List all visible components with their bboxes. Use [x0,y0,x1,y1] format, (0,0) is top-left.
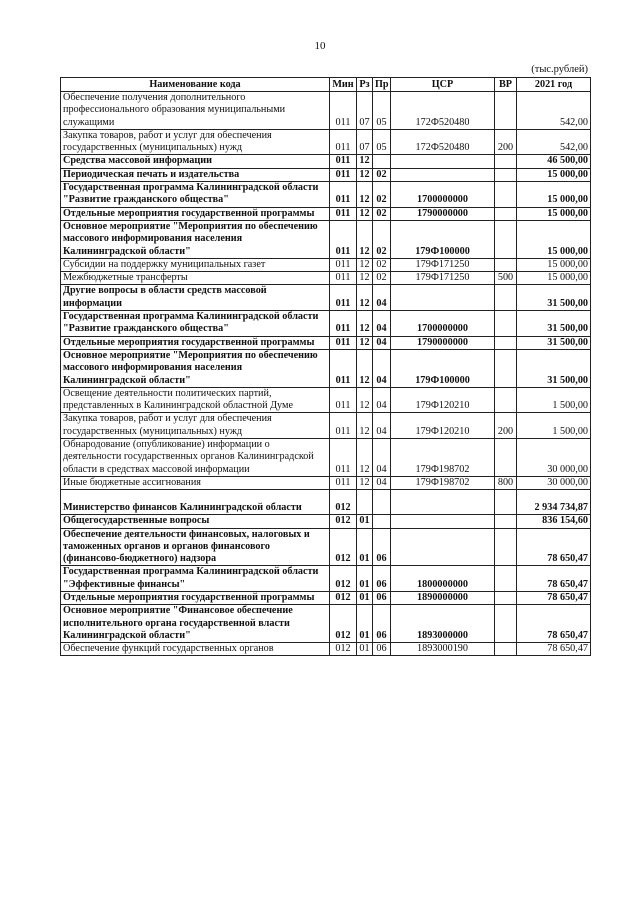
cell-min: 011 [330,285,357,311]
cell-pr: 02 [373,182,391,208]
cell-pr: 05 [373,129,391,155]
table-row [61,643,591,656]
cell-pr: 05 [373,92,391,130]
cell-name: Закупка товаров, работ и услуг для обеспечения государственных (муниципальных) нужд [61,413,330,439]
cell-name: Периодическая печать и издательства [61,168,330,181]
table-row [61,591,591,604]
table-row [61,349,591,387]
cell-min: 011 [330,220,357,258]
cell-min: 011 [330,336,357,349]
cell-vr: 500 [495,272,517,285]
cell-csr: 179Ф120210 [391,413,495,439]
cell-name: Обеспечение получения дополнительного профессионального образования муниципальными служащими [61,92,330,130]
cell-rz [357,490,373,515]
cell-rz: 12 [357,476,373,489]
cell-name: Отдельные мероприятия государственной программы [61,336,330,349]
cell-amount: 78 650,47 [517,605,591,643]
table-row [61,605,591,643]
cell-pr: 04 [373,349,391,387]
cell-rz: 01 [357,528,373,566]
cell-rz: 12 [357,155,373,168]
table-row [61,220,591,258]
cell-amount: 15 000,00 [517,168,591,181]
cell-vr [495,591,517,604]
cell-csr: 1700000000 [391,182,495,208]
cell-csr: 179Ф198702 [391,476,495,489]
cell-min: 011 [330,272,357,285]
cell-name: Другие вопросы в области средств массовой информации [61,285,330,311]
cell-name: Межбюджетные трансферты [61,272,330,285]
cell-min: 012 [330,566,357,592]
cell-amount: 30 000,00 [517,439,591,477]
header-rz: Рз [357,78,373,92]
cell-csr [391,155,495,168]
cell-min: 011 [330,439,357,477]
table-row [61,336,591,349]
cell-rz: 12 [357,349,373,387]
cell-vr [495,515,517,528]
cell-vr [495,336,517,349]
cell-amount: 1 500,00 [517,413,591,439]
table-row [61,413,591,439]
cell-name: Отдельные мероприятия государственной программы [61,591,330,604]
cell-amount: 836 154,60 [517,515,591,528]
cell-pr: 02 [373,272,391,285]
cell-vr [495,285,517,311]
cell-name: Основное мероприятие "Мероприятия по обеспечению массового информирования населения Калининградской области" [61,220,330,258]
cell-pr: 04 [373,336,391,349]
cell-csr: 1890000000 [391,591,495,604]
cell-min: 012 [330,591,357,604]
cell-amount: 31 500,00 [517,285,591,311]
cell-name: Освещение деятельности политических партий, представленных в Калининградской областной Думе [61,387,330,413]
header-csr: ЦСР [391,78,495,92]
cell-name: Государственная программа Калининградской области "Развитие гражданского общества" [61,182,330,208]
cell-pr: 04 [373,387,391,413]
table-row [61,311,591,337]
cell-vr [495,220,517,258]
cell-min: 012 [330,528,357,566]
cell-vr [495,182,517,208]
cell-csr [391,168,495,181]
cell-pr: 02 [373,168,391,181]
cell-min: 011 [330,182,357,208]
cell-rz: 12 [357,258,373,271]
cell-amount: 31 500,00 [517,336,591,349]
cell-csr: 179Ф100000 [391,349,495,387]
cell-pr: 06 [373,591,391,604]
unit-note: (тыс.рублей) [531,64,588,75]
table-row [61,476,591,489]
cell-name: Государственная программа Калининградской области "Эффективные финансы" [61,566,330,592]
cell-pr [373,515,391,528]
cell-rz: 12 [357,285,373,311]
cell-amount: 15 000,00 [517,207,591,220]
cell-rz: 12 [357,207,373,220]
cell-csr: 179Ф120210 [391,387,495,413]
table-row [61,168,591,181]
cell-amount: 542,00 [517,92,591,130]
cell-amount: 78 650,47 [517,591,591,604]
cell-vr: 200 [495,129,517,155]
cell-vr [495,349,517,387]
table-row [61,528,591,566]
cell-vr: 200 [495,413,517,439]
table-row [61,92,591,130]
table-row [61,129,591,155]
page-number: 10 [314,40,326,52]
table-row [61,566,591,592]
cell-pr: 04 [373,476,391,489]
cell-pr: 02 [373,220,391,258]
header-vr: ВР [495,78,517,92]
cell-rz: 01 [357,605,373,643]
cell-name: Закупка товаров, работ и услуг для обеспечения государственных (муниципальных) нужд [61,129,330,155]
cell-rz: 01 [357,591,373,604]
cell-min: 011 [330,349,357,387]
cell-csr [391,285,495,311]
table-row [61,182,591,208]
cell-csr: 1893000000 [391,605,495,643]
cell-min: 011 [330,92,357,130]
cell-name: Основное мероприятие "Мероприятия по обеспечению массового информирования населения Калининградской области" [61,349,330,387]
header-year: 2021 год [517,78,591,92]
cell-csr: 179Ф198702 [391,439,495,477]
cell-vr [495,258,517,271]
table-row [61,155,591,168]
cell-vr [495,439,517,477]
cell-name: Обеспечение функций государственных органов [61,643,330,656]
cell-min: 011 [330,129,357,155]
cell-amount: 46 500,00 [517,155,591,168]
cell-name: Общегосударственные вопросы [61,515,330,528]
cell-pr: 04 [373,413,391,439]
cell-csr: 172Ф520480 [391,92,495,130]
cell-rz: 01 [357,643,373,656]
cell-csr: 1800000000 [391,566,495,592]
cell-rz: 12 [357,220,373,258]
cell-rz: 12 [357,387,373,413]
cell-csr: 179Ф171250 [391,272,495,285]
cell-amount: 542,00 [517,129,591,155]
cell-min: 011 [330,311,357,337]
cell-name: Обнародование (опубликование) информации о деятельности государственных органов Калининградской области в средствах массовой информации [61,439,330,477]
cell-csr: 1893000190 [391,643,495,656]
table-row [61,439,591,477]
table-row [61,258,591,271]
table-row [61,387,591,413]
cell-pr: 06 [373,643,391,656]
cell-rz: 01 [357,515,373,528]
header-pr: Пр [373,78,391,92]
cell-rz: 07 [357,129,373,155]
cell-pr: 02 [373,207,391,220]
cell-vr [495,311,517,337]
cell-amount: 15 000,00 [517,182,591,208]
cell-amount: 78 650,47 [517,528,591,566]
cell-rz: 12 [357,168,373,181]
cell-name: Государственная программа Калининградской области "Развитие гражданского общества" [61,311,330,337]
cell-amount: 1 500,00 [517,387,591,413]
cell-pr: 06 [373,605,391,643]
cell-name: Обеспечение деятельности финансовых, налоговых и таможенных органов и органов финансового (финансово-бюджетного) надзора [61,528,330,566]
cell-amount: 78 650,47 [517,566,591,592]
cell-amount: 15 000,00 [517,220,591,258]
cell-rz: 01 [357,566,373,592]
cell-min: 012 [330,643,357,656]
cell-csr: 172Ф520480 [391,129,495,155]
cell-pr: 06 [373,528,391,566]
cell-min: 011 [330,207,357,220]
cell-amount: 31 500,00 [517,311,591,337]
cell-vr [495,387,517,413]
cell-min: 011 [330,168,357,181]
cell-pr: 02 [373,258,391,271]
cell-amount: 31 500,00 [517,349,591,387]
cell-rz: 12 [357,439,373,477]
cell-vr [495,168,517,181]
cell-pr: 04 [373,311,391,337]
cell-csr [391,490,495,515]
header-min: Мин [330,78,357,92]
cell-vr [495,566,517,592]
cell-amount: 2 934 734,87 [517,490,591,515]
cell-min: 011 [330,387,357,413]
table-header-row [61,78,591,92]
table-row [61,207,591,220]
cell-amount: 15 000,00 [517,258,591,271]
cell-csr [391,515,495,528]
cell-name: Средства массовой информации [61,155,330,168]
cell-csr [391,528,495,566]
cell-amount: 78 650,47 [517,643,591,656]
cell-vr [495,643,517,656]
cell-rz: 12 [357,311,373,337]
cell-min: 011 [330,258,357,271]
cell-name: Субсидии на поддержку муниципальных газет [61,258,330,271]
cell-csr: 179Ф100000 [391,220,495,258]
table-row [61,490,591,515]
cell-pr: 06 [373,566,391,592]
cell-pr: 04 [373,285,391,311]
cell-min: 012 [330,490,357,515]
cell-pr [373,155,391,168]
cell-name: Отдельные мероприятия государственной программы [61,207,330,220]
table-row [61,285,591,311]
cell-vr [495,490,517,515]
cell-vr [495,155,517,168]
cell-name: Министерство финансов Калининградской области [61,490,330,515]
cell-amount: 30 000,00 [517,476,591,489]
cell-vr [495,92,517,130]
cell-vr [495,207,517,220]
cell-csr: 179Ф171250 [391,258,495,271]
cell-min: 012 [330,605,357,643]
cell-rz: 12 [357,413,373,439]
cell-pr [373,490,391,515]
cell-vr [495,605,517,643]
cell-min: 012 [330,515,357,528]
table-row [61,515,591,528]
cell-csr: 1790000000 [391,336,495,349]
budget-table [60,77,591,656]
cell-name: Основное мероприятие "Финансовое обеспечение исполнительного органа государственной власти Калининградской области" [61,605,330,643]
cell-rz: 12 [357,182,373,208]
header-name: Наименование кода [61,78,330,92]
cell-csr: 1790000000 [391,207,495,220]
cell-amount: 15 000,00 [517,272,591,285]
cell-pr: 04 [373,439,391,477]
cell-rz: 07 [357,92,373,130]
cell-rz: 12 [357,336,373,349]
cell-min: 011 [330,476,357,489]
cell-min: 011 [330,155,357,168]
table-row [61,272,591,285]
cell-rz: 12 [357,272,373,285]
cell-csr: 1700000000 [391,311,495,337]
cell-vr: 800 [495,476,517,489]
cell-min: 011 [330,413,357,439]
cell-vr [495,528,517,566]
cell-name: Иные бюджетные ассигнования [61,476,330,489]
